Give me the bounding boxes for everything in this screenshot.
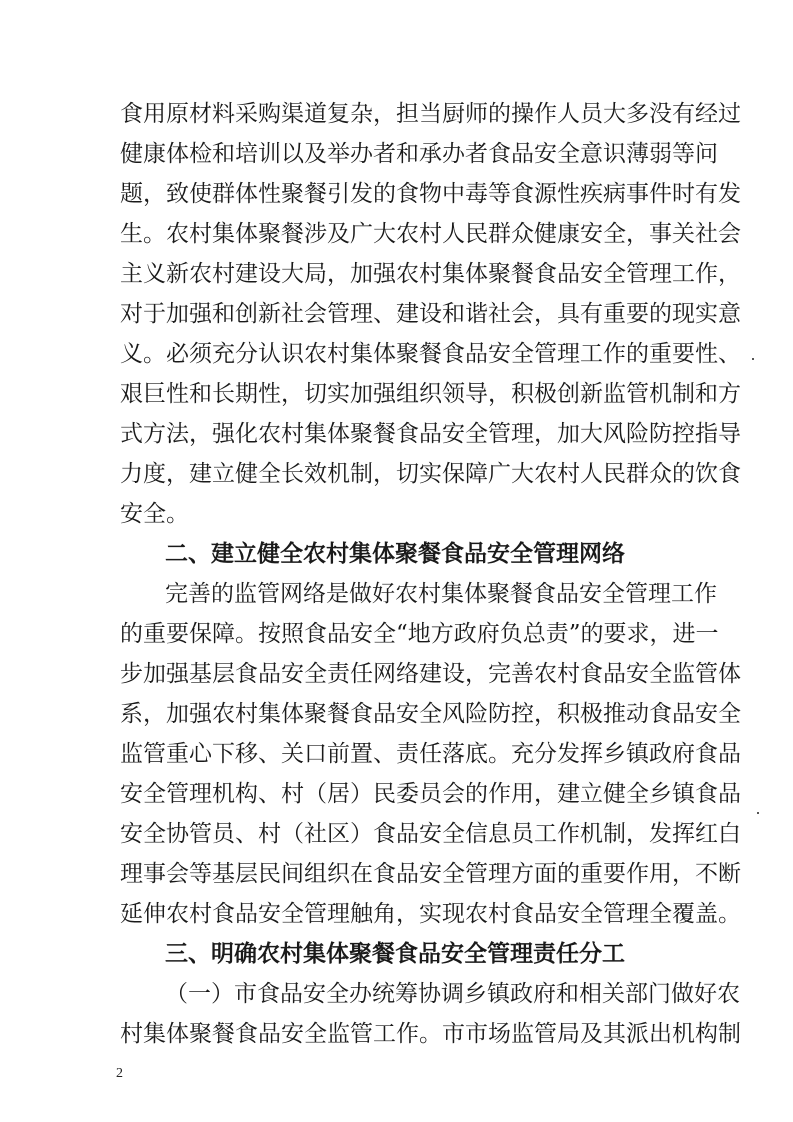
paragraph-line: 力度，建立健全长效机制，切实保障广大农村人民群众的饮食 — [120, 461, 741, 487]
paragraph-line: 题，致使群体性聚餐引发的食物中毒等食源性疾病事件时有发 — [120, 181, 741, 207]
paragraph-line: 理事会等基层民间组织在食品安全管理方面的重要作用，不断 — [120, 861, 741, 887]
page-number: 2 — [116, 1066, 123, 1081]
paragraph-line: 的重要保障。按照食品安全“地方政府负总责”的要求，进一 — [120, 621, 719, 647]
scan-speck — [752, 358, 754, 360]
paragraph-line: 健康体检和培训以及举办者和承办者食品安全意识薄弱等问 — [120, 141, 718, 167]
paragraph-line: 村集体聚餐食品安全监管工作。市市场监管局及其派出机构制 — [120, 1021, 741, 1047]
scan-speck — [757, 812, 759, 814]
paragraph-line: 安全协管员、村（社区）食品安全信息员工作机制，发挥红白 — [120, 821, 741, 847]
paragraph-line: （一）市食品安全办统筹协调乡镇政府和相关部门做好农 — [165, 981, 740, 1007]
paragraph-line: 安全管理机构、村（居）民委员会的作用，建立健全乡镇食品 — [120, 781, 741, 807]
paragraph-line: 监管重心下移、关口前置、责任落底。充分发挥乡镇政府食品 — [120, 741, 741, 767]
section-heading: 三、明确农村集体聚餐食品安全管理责任分工 — [165, 941, 625, 967]
paragraph-line: 步加强基层食品安全责任网络建设，完善农村食品安全监管体 — [120, 661, 741, 687]
paragraph-line: 主义新农村建设大局，加强农村集体聚餐食品安全管理工作， — [120, 261, 741, 287]
paragraph-line: 延伸农村食品安全管理触角，实现农村食品安全管理全覆盖。 — [120, 901, 741, 927]
paragraph-line: 对于加强和创新社会管理、建设和谐社会，具有重要的现实意 — [120, 301, 741, 327]
paragraph-line: 义。必须充分认识农村集体聚餐食品安全管理工作的重要性、 — [120, 341, 741, 367]
paragraph-line: 食用原材料采购渠道复杂，担当厨师的操作人员大多没有经过 — [120, 101, 741, 127]
section-heading: 二、建立健全农村集体聚餐食品安全管理网络 — [165, 541, 625, 567]
paragraph-line: 式方法，强化农村集体聚餐食品安全管理，加大风险防控指导 — [120, 421, 741, 447]
paragraph-line: 系，加强农村集体聚餐食品安全风险防控，积极推动食品安全 — [120, 701, 741, 727]
paragraph-line: 安全。 — [120, 501, 189, 527]
paragraph-line: 生。农村集体聚餐涉及广大农村人民群众健康安全，事关社会 — [120, 221, 741, 247]
paragraph-line: 艰巨性和长期性，切实加强组织领导，积极创新监管机制和方 — [120, 381, 741, 407]
paragraph-line: 完善的监管网络是做好农村集体聚餐食品安全管理工作 — [165, 581, 717, 607]
